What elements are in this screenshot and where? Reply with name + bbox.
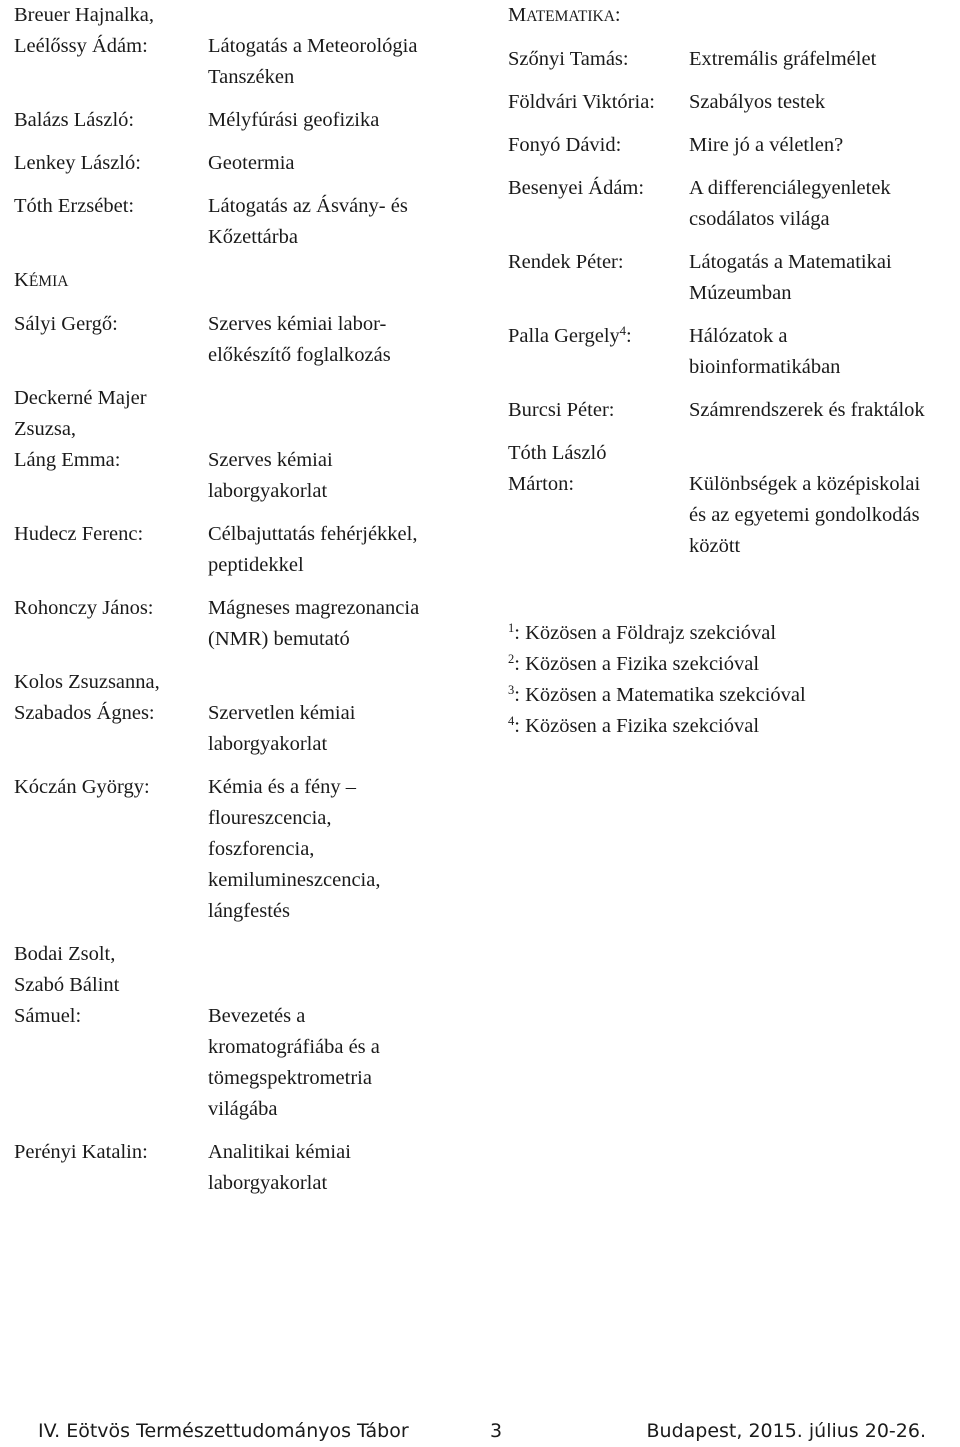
presenter-name-line: Fonyó Dávid: [508, 134, 622, 156]
presenter-name-line: Breuer Hajnalka, [14, 4, 155, 26]
session-topic [689, 130, 960, 161]
session-topic-line: Kémia és a fény – [208, 776, 356, 798]
session-topic-line: Tanszéken [208, 66, 295, 88]
session-topic [208, 772, 484, 927]
presenter-name-line: Márton: [508, 473, 575, 495]
session-topic-line: laborgyakorlat [208, 1172, 328, 1194]
section-heading-matematika [508, 0, 960, 32]
session-topic [208, 191, 484, 253]
section-heading-kemia [14, 265, 484, 297]
presenter-name-line: Szabó Bálint [14, 974, 120, 996]
program-row-rendek [508, 247, 960, 309]
session-topic [208, 519, 484, 581]
session-topic-line: Kőzettárba [208, 226, 298, 248]
program-row-palla [508, 321, 960, 383]
session-topic [689, 87, 960, 118]
presenter-name [14, 0, 208, 93]
session-topic [689, 44, 960, 75]
session-topic-line: Számrendszerek és fraktálok [689, 399, 925, 421]
presenter-name-line: Kóczán György: [14, 776, 150, 798]
heading-initial: K [14, 269, 29, 291]
program-row-deckerne-lang [14, 383, 484, 507]
session-topic [208, 1137, 484, 1199]
session-topic [689, 247, 960, 309]
presenter-name-line: Tóth Erzsébet: [14, 195, 135, 217]
presenter-name [14, 772, 208, 927]
session-topic-line: csodálatos világa [689, 208, 830, 230]
presenter-name-line: Deckerné Majer [14, 387, 147, 409]
session-topic-line: között [689, 535, 741, 557]
footnote-1 [508, 618, 960, 649]
session-topic [208, 309, 484, 371]
presenter-name [508, 395, 689, 426]
presenter-name [508, 130, 689, 161]
presenter-name-line: Bodai Zsolt, [14, 943, 116, 965]
session-topic [208, 667, 484, 760]
session-topic-line: (NMR) bemutató [208, 628, 350, 650]
program-row-fonyo [508, 130, 960, 161]
session-topic-line: foszforencia, [208, 838, 315, 860]
session-topic-line: Különbségek a középiskolai [689, 473, 921, 495]
program-row-kolos-szabados [14, 667, 484, 760]
session-topic-line [208, 970, 484, 1001]
footnote-text: : Közösen a Fizika szekcióval [514, 715, 760, 737]
footnote-text: : Közösen a Matematika szekcióval [514, 684, 806, 706]
presenter-name-line: Balázs László: [14, 109, 135, 131]
presenter-name-line: Lenkey László: [14, 152, 141, 174]
session-topic [208, 939, 484, 1125]
footnote-text: : Közösen a Földrajz szekcióval [514, 622, 777, 644]
program-row-toth-erzsebet [14, 191, 484, 253]
session-topic-line: világába [208, 1098, 278, 1120]
presenter-name [508, 44, 689, 75]
presenter-name-colon: : [626, 325, 632, 347]
presenter-name-line: Tóth László [508, 442, 607, 464]
heading-initial: M [508, 4, 527, 26]
presenter-name-line: Zsuzsa, [14, 418, 77, 440]
heading-colon: : [614, 4, 621, 26]
presenter-name [14, 383, 208, 507]
presenter-name-line: Láng Emma: [14, 449, 121, 471]
footnotes [508, 618, 960, 742]
presenter-name-line: Besenyei Ádám: [508, 177, 645, 199]
presenter-name [14, 1137, 208, 1199]
presenter-name-line: Rendek Péter: [508, 251, 624, 273]
presenter-name [508, 173, 689, 235]
footer-place-date: Budapest, 2015. július 20-26. [646, 1420, 926, 1442]
session-topic-line: kromatográfiába és a [208, 1036, 380, 1058]
presenter-name-line [508, 321, 689, 352]
session-topic-line: bioinformatikában [689, 356, 841, 378]
footnote-marker: 4 [619, 324, 627, 339]
session-topic-line: Látogatás a Meteorológia [208, 35, 418, 57]
presenter-name-line: Hudecz Ferenc: [14, 523, 144, 545]
program-row-koczan [14, 772, 484, 927]
program-row-toth-laszlo [508, 438, 960, 562]
session-topic [689, 321, 960, 383]
presenter-name-line: Sályi Gergő: [14, 313, 118, 335]
session-topic-line: Látogatás a Matematikai [689, 251, 892, 273]
session-topic-line [208, 414, 484, 445]
footnote-mark: 2 [508, 652, 515, 667]
session-topic [208, 0, 484, 93]
heading-rest: ÉMIA [28, 273, 69, 290]
program-row-burcsi [508, 395, 960, 426]
session-topic-line: lángfestés [208, 900, 290, 922]
footnote-4 [508, 711, 960, 742]
page-footer [38, 1416, 926, 1447]
session-topic-line [208, 383, 484, 414]
program-row-foldvari [508, 87, 960, 118]
program-row-bodai-szabo [14, 939, 484, 1125]
session-topic-line: floureszcencia, [208, 807, 332, 829]
footer-event-title: IV. Eötvös Természettudományos Tábor [38, 1420, 409, 1442]
session-topic-line: Szervetlen kémiai [208, 702, 356, 724]
session-topic [208, 105, 484, 136]
session-topic-line: peptidekkel [208, 554, 304, 576]
presenter-name-text: Palla Gergely [508, 325, 620, 347]
presenter-name-line: Földvári Viktória: [508, 91, 656, 113]
session-topic-line [689, 438, 960, 469]
session-topic [208, 593, 484, 655]
presenter-name-line: Burcsi Péter: [508, 399, 615, 421]
presenter-name [14, 148, 208, 179]
session-topic-line: előkészítő foglalkozás [208, 344, 391, 366]
presenter-name [14, 593, 208, 655]
session-topic-line: Geotermia [208, 152, 295, 174]
presenter-name-line: Rohonczy János: [14, 597, 154, 619]
presenter-name [508, 438, 689, 562]
session-topic-line: tömegspektrometria [208, 1067, 372, 1089]
session-topic-line: Hálózatok a [689, 325, 788, 347]
session-topic [689, 395, 960, 426]
session-topic [208, 383, 484, 507]
program-row-besenyei [508, 173, 960, 235]
session-topic-line: Szerves kémiai labor- [208, 313, 387, 335]
program-row-szonyi [508, 44, 960, 75]
program-row-salyi [14, 309, 484, 371]
session-topic-line: Látogatás az Ásvány- és [208, 195, 408, 217]
presenter-name [14, 519, 208, 581]
session-topic-line [208, 0, 484, 31]
presenter-name-line: Szabados Ágnes: [14, 702, 155, 724]
heading-rest: ATEMATIKA [526, 8, 615, 25]
session-topic [689, 173, 960, 235]
program-row-hudecz [14, 519, 484, 581]
footnote-3 [508, 680, 960, 711]
session-topic-line [208, 667, 484, 698]
footnote-mark: 1 [508, 621, 515, 636]
session-topic-line: A differenciálegyenletek [689, 177, 891, 199]
session-topic [689, 438, 960, 562]
session-topic-line: Célbajuttatás fehérjékkel, [208, 523, 418, 545]
left-column [14, 0, 484, 1211]
session-topic-line: Mágneses magrezonancia [208, 597, 420, 619]
session-topic-line: Szerves kémiai [208, 449, 333, 471]
session-topic-line: Extremális gráfelmélet [689, 48, 877, 70]
session-topic-line: Múzeumban [689, 282, 792, 304]
presenter-name-line: Kolos Zsuzsanna, [14, 671, 160, 693]
session-topic-line: Szabályos testek [689, 91, 826, 113]
session-topic-line: kemilumineszcencia, [208, 869, 381, 891]
program-row-perenyi [14, 1137, 484, 1199]
presenter-name [14, 105, 208, 136]
presenter-name [508, 247, 689, 309]
session-topic-line: Mélyfúrási geofizika [208, 109, 380, 131]
footnote-mark: 4 [508, 714, 515, 729]
session-topic-line: és az egyetemi gondolkodás [689, 504, 920, 526]
footnote-text: : Közösen a Fizika szekcióval [514, 653, 760, 675]
program-row-rohonczy [14, 593, 484, 655]
presenter-name-line: Sámuel: [14, 1005, 82, 1027]
session-topic-line: Bevezetés a [208, 1005, 306, 1027]
presenter-name [14, 939, 208, 1125]
presenter-name-line: Leélőssy Ádám: [14, 35, 148, 57]
presenter-name [508, 321, 689, 383]
session-topic-line: Analitikai kémiai [208, 1141, 351, 1163]
program-row-lenkey [14, 148, 484, 179]
presenter-name-line: Perényi Katalin: [14, 1141, 148, 1163]
right-column [508, 0, 960, 742]
session-topic-line: laborgyakorlat [208, 480, 328, 502]
session-topic-line: laborgyakorlat [208, 733, 328, 755]
presenter-name [14, 309, 208, 371]
session-topic-line [208, 939, 484, 970]
footnote-mark: 3 [508, 683, 515, 698]
program-row-balazs [14, 105, 484, 136]
program-row-breuer-leelossy [14, 0, 484, 93]
footer-page-number: 3 [490, 1420, 503, 1442]
session-topic [208, 148, 484, 179]
presenter-name [14, 667, 208, 760]
presenter-name [14, 191, 208, 253]
footnote-2 [508, 649, 960, 680]
session-topic-line: Mire jó a véletlen? [689, 134, 844, 156]
presenter-name-line: Szőnyi Tamás: [508, 48, 629, 70]
presenter-name [508, 87, 689, 118]
